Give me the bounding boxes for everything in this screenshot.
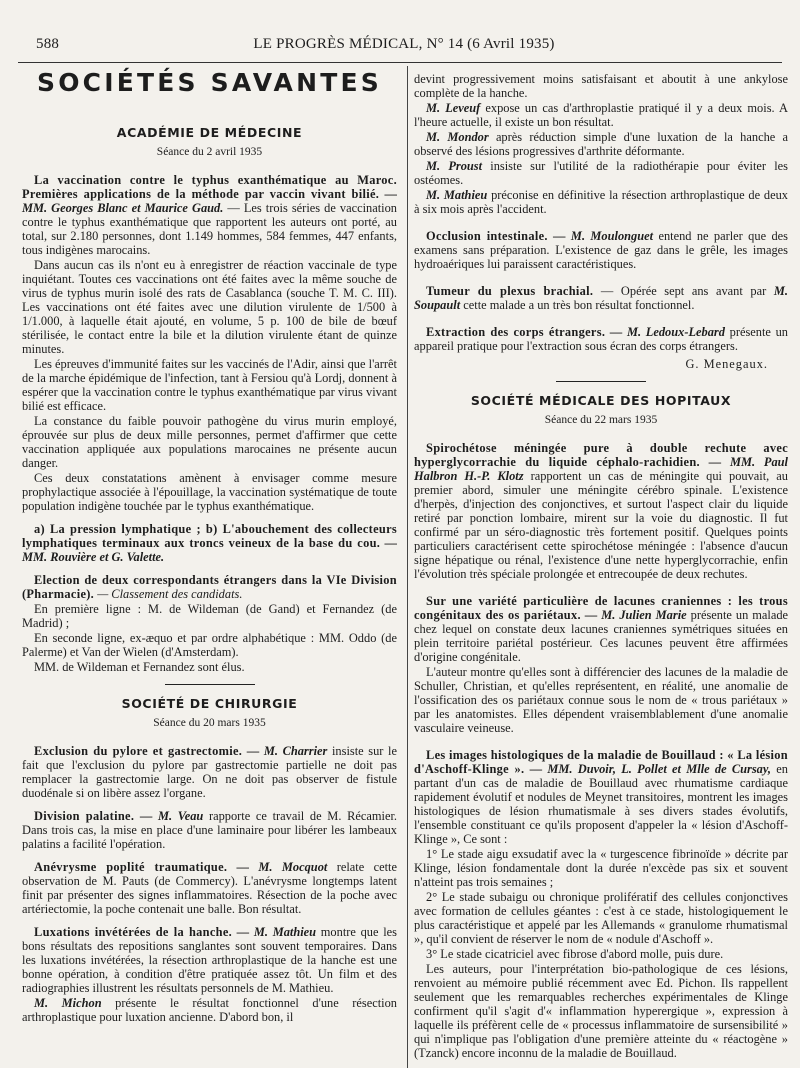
chirurgie-item-palatine: Division palatine. — M. Veau rapporte ce travail de M. Récamier. Dans trois cas, la mise en place d'une laminaire pour libérer les lambeaux palatins a facilité l'opération. bbox=[22, 809, 397, 851]
academie-paragraph: En seconde ligne, ex-æquo et par ordre alphabétique : MM. Oddo (de Palerme) et Van der Wielen (d'Amsterdam). bbox=[22, 631, 397, 659]
chirurgie-item-luxations: Luxations invétérées de la hanche. — M. Mathieu montre que les bons résultats des repositions sanglantes sont souvent temporaires. Dans les luxations invétérées, la résection arthroplastique de la hanche est une bonne opération, à condition d'être pratiquée assez tôt. Un film et des radiographies illustrent les résultats personnels de M. Mathieu. bbox=[22, 925, 397, 995]
chirurgie-item-michon: M. Michon présente le résultat fonctionnel d'une résection arthroplastique pour luxation ancienne. D'abord bon, il bbox=[22, 996, 397, 1024]
hopitaux-item-bouillaud: Les images histologiques de la maladie de Bouillaud : « La lésion d'Aschoff-Klinge ». — MM. Duvoir, L. Pollet et Mlle de Cursay, en partant d'un cas de maladie de Bouillaud avec rhumatisme cardiaque rapidement évolutif et nodules de Meynet transitoires, montrent les images histologiques de lésion rhumatismale à ses divers stades évolutifs, l'ensemble constituant ce qu'ils proposent d'appeler la « lésion d'Aschoff-Klinge », Ce sont : bbox=[414, 748, 788, 846]
hopitaux-paragraph: 2° Le stade subaigu ou chronique prolifératif des cellules conjonctives avec formation de cellules géantes : c'est à ce stade, histologiquement le plus caractéristique et appelé par les Allemands « granulome rhumatismal », qu'il convient de réserver le nom de « nodule d'Aschoff ». bbox=[414, 890, 788, 946]
hopitaux-paragraph: 3° Le stade cicatriciel avec fibrose d'abord molle, puis dure. bbox=[426, 947, 724, 961]
hopitaux-item-spirochetose: Spirochétose méningée pure à double rechute avec hyperglycorrachie du liquide céphalo-rachidien. — MM. Paul Halbron H.-P. Klotz rapportent un cas de méningite qui pouvait, au premier abord, simuler une méningite cérébro spinale. L'existence d'herpès, d'injection des conjonctives, et surtout l'aspect clair du liquide retiré par ponction lombaire, mirent sur la voie du diagnostic. Il fut confirmé par un séro-diagnostic très fortement positif. Quelques points particuliers caractérisent cette spirochétose méningée : l'absence d'aucun signe hépatique ou rénal, l'existence d'une nette hyperglycorrachie, enfin l'évolution très spéciale prolongée et entrecoupée de deux rechutes. bbox=[414, 441, 788, 581]
page-number: 588 bbox=[36, 36, 60, 52]
chirurgie-item-mondor: M. Mondor après réduction simple d'une luxation de la hanche a observé des lésions progressives d'arthrite déformante. bbox=[414, 130, 789, 158]
hopitaux-session: Séance du 22 mars 1935 bbox=[544, 414, 658, 426]
chirurgie-item-occlusion: Occlusion intestinale. — M. Moulonguet entend ne parler que des examens sans préparation. L'existence de gaz dans le grêle, les images hydroaériques lui paraissent caractéristiques. bbox=[414, 229, 788, 271]
continued-paragraph: devint progressivement moins satisfaisant et aboutit à une ankylose complète de la hanche. bbox=[414, 72, 788, 100]
hopitaux-title: SOCIÉTÉ MÉDICALE DES HOPITAUX bbox=[470, 393, 732, 408]
column-divider bbox=[407, 66, 408, 1068]
academie-paragraph: MM. de Wildeman et Fernandez sont élus. bbox=[34, 660, 245, 674]
left-column bbox=[22, 70, 397, 1025]
hopitaux-paragraph: 1° Le stade aigu exsudatif avec la « turgescence fibrinoïde » décrite par Klinge, lésion fondamentale dont la durée n'excède pas six et souvent n'atteint pas trois semaines ; bbox=[414, 847, 788, 889]
academie-item-vaccination: La vaccination contre le typhus exanthématique au Maroc. Premières applications de la méthode par vaccin vivant bilié. — MM. Georges Blanc et Maurice Gaud. — Les trois séries de vaccination contre le typhus exanthématique que rapportent les auteurs ont porté, au total, sur 2.180 personnes, dont 1.149 hommes, 584 femmes, 447 enfants, tous indigènes marocains. bbox=[22, 173, 397, 257]
running-header bbox=[36, 36, 772, 54]
chirurgie-item-anevrysme: Anévrysme poplité traumatique. — M. Mocquot relate cette observation de M. Pauts (de Commercy). L'anévrysme longtemps latent finit par présenter des signes inflammatoires. Résection de la poche avec artériectomie, la poche contenait une balle. Bon résultat. bbox=[22, 860, 397, 916]
chirurgie-item-mathieu: M. Mathieu préconise en définitive la résection arthroplastique de deux à six mois après l'accident. bbox=[414, 188, 788, 216]
chirurgie-item-pylore: Exclusion du pylore et gastrectomie. — M. Charrier insiste sur le fait que l'exclusion du pylore par gastrectomie partielle ne doit pas remplacer la gastrectomie large. On ne doit pas observer de fistule duodénale si on libère assez l'organe. bbox=[22, 744, 397, 800]
academie-paragraph: En première ligne : M. de Wildeman (de Gand) et Fernandez (de Madrid) ; bbox=[22, 602, 397, 630]
chirurgie-item-leveuf: M. Leveuf expose un cas d'arthroplastie pratiqué il y a deux mois. A l'heure actuelle, il existe un bon résultat. bbox=[414, 101, 788, 129]
academie-paragraph: Les épreuves d'immunité faites sur les vaccinés de l'Adir, ainsi que l'arrêt de la marche épidémique de l'infection, tant à Fersiou qu'à Lordj, donnent à espérer que la vaccination contre le typhus exanthématique par virus vivant bilié est efficace. bbox=[22, 357, 397, 413]
hopitaux-paragraph: Les auteurs, pour l'interprétation bio-pathologique de ces lésions, renvoient au mémoire publié récemment avec Ed. Pichon. Ils rappellent seulement que les remarquables recherches expérimentales de Klinge confirment qu'il s'agit d'« inflammation hyperergique », expression à laquelle ils préfèrent celle de « processus inflammatoire de sursensibilité » qui n'implique pas l'obligation d'une première atteinte du « réactogène » (Tzanck) encore inconnu de la maladie de Bouillaud. bbox=[414, 962, 788, 1060]
header-rule bbox=[18, 62, 782, 63]
academie-item-election: Election de deux correspondants étrangers dans la VIe Division (Pharmacie). — Classement des candidats. bbox=[22, 573, 397, 601]
chirurgie-session: Séance du 20 mars 1935 bbox=[153, 717, 266, 729]
chirurgie-item-tumeur: Tumeur du plexus brachial. — Opérée sept ans avant par M. Soupault cette malade a un très bon résultat fonctionnel. bbox=[414, 284, 788, 312]
academie-paragraph: Ces deux constatations amènent à envisager comme mesure prophylactique associée à l'épouillage, la vaccination systématique de toute population indigène touchée par le typhus exanthématique. bbox=[22, 471, 397, 513]
chirurgie-title: SOCIÉTÉ DE CHIRURGIE bbox=[121, 696, 298, 711]
hopitaux-paragraph: L'auteur montre qu'elles sont à différencier des lacunes de la maladie de Schuller, Christian, et qu'elles représentent, en réalité, une anomalie de l'ossification des os pariétaux connue sous le nom de « trous pariétaux » par les anatomistes. Elles dépendent vraisemblablement d'une anomalie vasculaire veineuse. bbox=[414, 665, 788, 735]
section-main-title: SOCIÉTÉS SAVANTES bbox=[37, 68, 382, 97]
chirurgie-item-proust: M. Proust insiste sur l'utilité de la radiothérapie pour éviter les ostéomes. bbox=[414, 159, 788, 187]
section-rule bbox=[556, 381, 646, 382]
academie-paragraph: Dans aucun cas ils n'ont eu à enregistrer de réaction vaccinale de type inquiétant. Toutes ces vaccinations ont été faites avec la même souche de virus de typhus murin isolé des rats de Casablanca (souche T. M. C. III). Les vaccinations ont été faites avec une dilution virulente de 1/500 à 1/1.000, à laquelle était ajouté, en volume, 5 p. 100 de bile de bœuf stérilisée, le contact entre la bile et la dilution virulente étant de quinze minutes. bbox=[22, 258, 397, 356]
academie-paragraph: La constance du faible pouvoir pathogène du virus murin employé, éprouvée sur plus de deux mille personnes, permet d'affirmer que cette vaccination appliquée aux populations marocaines ne présente aucun danger. bbox=[22, 414, 397, 470]
journal-title: LE PROGRÈS MÉDICAL, N° 14 (6 Avril 1935) bbox=[253, 36, 555, 52]
academie-item-lymphatique: a) La pression lymphatique ; b) L'abouchement des collecteurs lymphatiques terminaux aux troncs veineux de la base du cou. — MM. Rouvière et G. Valette. bbox=[22, 522, 397, 564]
academie-session: Séance du 2 avril 1935 bbox=[156, 146, 263, 158]
section-rule bbox=[165, 684, 255, 685]
right-column bbox=[414, 72, 788, 1061]
signature: G. Menegaux. bbox=[685, 357, 768, 371]
chirurgie-item-extraction: Extraction des corps étrangers. — M. Ledoux-Lebard présente un appareil pratique pour l'extraction sous écran des corps étrangers. bbox=[414, 325, 788, 353]
hopitaux-item-lacunes: Sur une variété particulière de lacunes craniennes : les trous congénitaux des os pariétaux. — M. Julien Marie présente un malade chez lequel on constate deux lacunes craniennes symétriques situées en plein territoire pariétal postérieur. Ces lacunes peuvent être affirmées d'origine congénitale. bbox=[414, 594, 789, 664]
academie-title: ACADÉMIE DE MÉDECINE bbox=[116, 125, 303, 140]
